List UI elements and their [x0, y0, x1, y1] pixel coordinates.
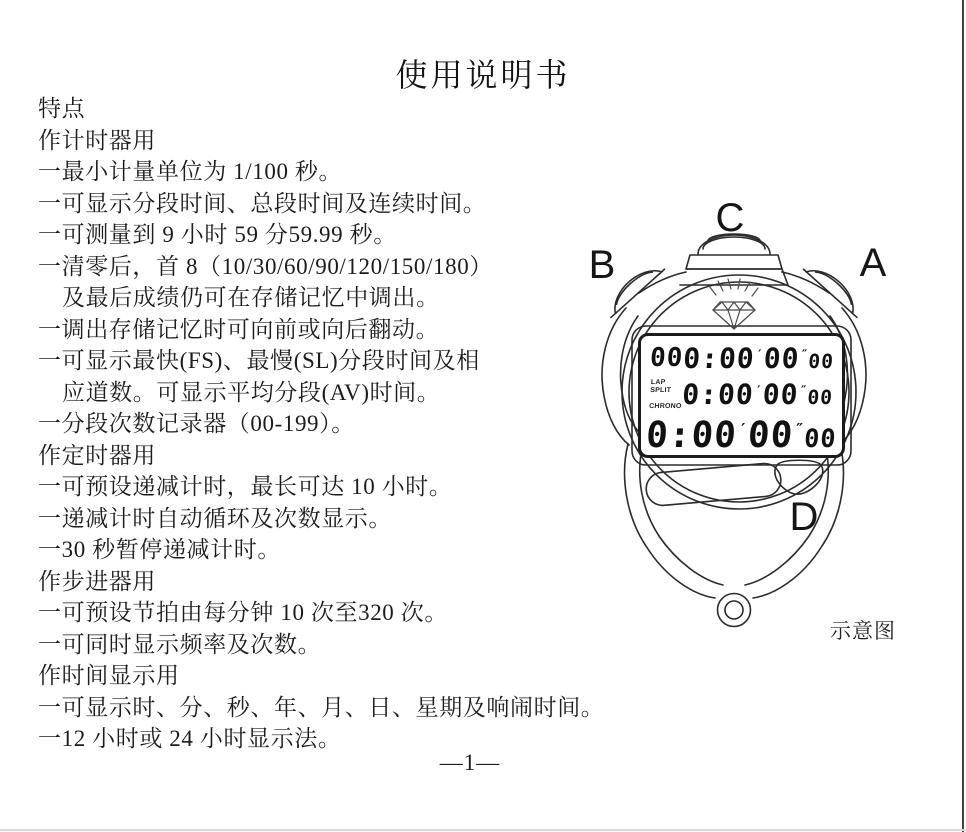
lcd-row-chrono	[639, 413, 843, 457]
side-wing-left	[602, 308, 642, 445]
manual-line: 一清零后，首 8（10/30/60/90/120/150/180）	[38, 253, 493, 279]
page-edge-line-right	[962, 0, 964, 832]
manual-line: 一30 秒暂停递减计时。	[38, 537, 281, 562]
manual-line: 一可预设递减计时，最长可达 10 小时。	[38, 474, 453, 499]
lcd-display	[638, 333, 845, 458]
lcd-time-row1: 0:00′00″00	[682, 341, 835, 375]
lap-split-label: LAP SPLIT	[650, 379, 672, 394]
manual-line: 一可测量到 9 小时 59 分59.99 秒。	[38, 222, 397, 247]
page-edge-line-bottom	[0, 829, 966, 831]
manual-line: 一最小计量单位为 1/100 秒。	[38, 159, 343, 184]
lap-counter: 00	[648, 343, 685, 373]
manual-line: 一可显示最快(FS)、最慢(SL)分段时间及相	[38, 348, 480, 373]
button-label-b: B	[588, 243, 616, 287]
button-label-c: C	[715, 196, 745, 240]
manual-line: 一可同时显示频率及次数。	[38, 631, 322, 657]
diagram-caption: 示意图	[830, 619, 896, 643]
lcd-row-lap-split	[640, 376, 844, 413]
button-label-d: D	[789, 495, 819, 539]
manual-line: 作定时器用	[38, 442, 156, 468]
manual-line: 一可预设节拍由每分钟 10 次至320 次。	[38, 600, 448, 625]
diamond-logo-icon	[709, 279, 758, 329]
lcd-time-row3: 0:00′00″00	[644, 414, 838, 456]
page-title: 使用说明书	[395, 57, 571, 93]
manual-line: 作步进器用	[38, 568, 156, 594]
manual-line: 应道数。可显示平均分段(AV)时间。	[62, 379, 441, 405]
chrono-label: CHRONO	[648, 402, 682, 410]
manual-line: 特点	[38, 96, 86, 121]
lcd-row-memory	[640, 340, 844, 376]
manual-line: 作时间显示用	[38, 663, 180, 688]
lcd-time-row2: 0:00′00″00	[681, 378, 834, 411]
page-number: —1—	[439, 750, 501, 775]
crown-button	[680, 234, 788, 285]
feature-list	[38, 93, 638, 755]
manual-line: 一递减计时自动循环及次数显示。	[38, 505, 392, 531]
lanyard-ring	[718, 594, 751, 627]
manual-line: 一12 小时或 24 小时显示法。	[38, 726, 342, 751]
button-label-a: A	[859, 241, 887, 285]
lcd-mode-labels	[649, 379, 683, 410]
side-button-right	[804, 258, 867, 317]
manual-line: 作计时器用	[38, 127, 156, 153]
manual-line: 及最后成绩仍可在存储记忆中调出。	[62, 285, 440, 310]
manual-line: 一可显示分段时间、总段时间及连续时间。	[38, 190, 487, 216]
manual-line: 一可显示时、分、秒、年、月、日、星期及响闹时间。	[38, 694, 605, 720]
manual-line: 一分段次数记录器（00-199）。	[38, 411, 355, 436]
manual-line: 一调出存储记忆时可向前或向后翻动。	[38, 316, 440, 342]
